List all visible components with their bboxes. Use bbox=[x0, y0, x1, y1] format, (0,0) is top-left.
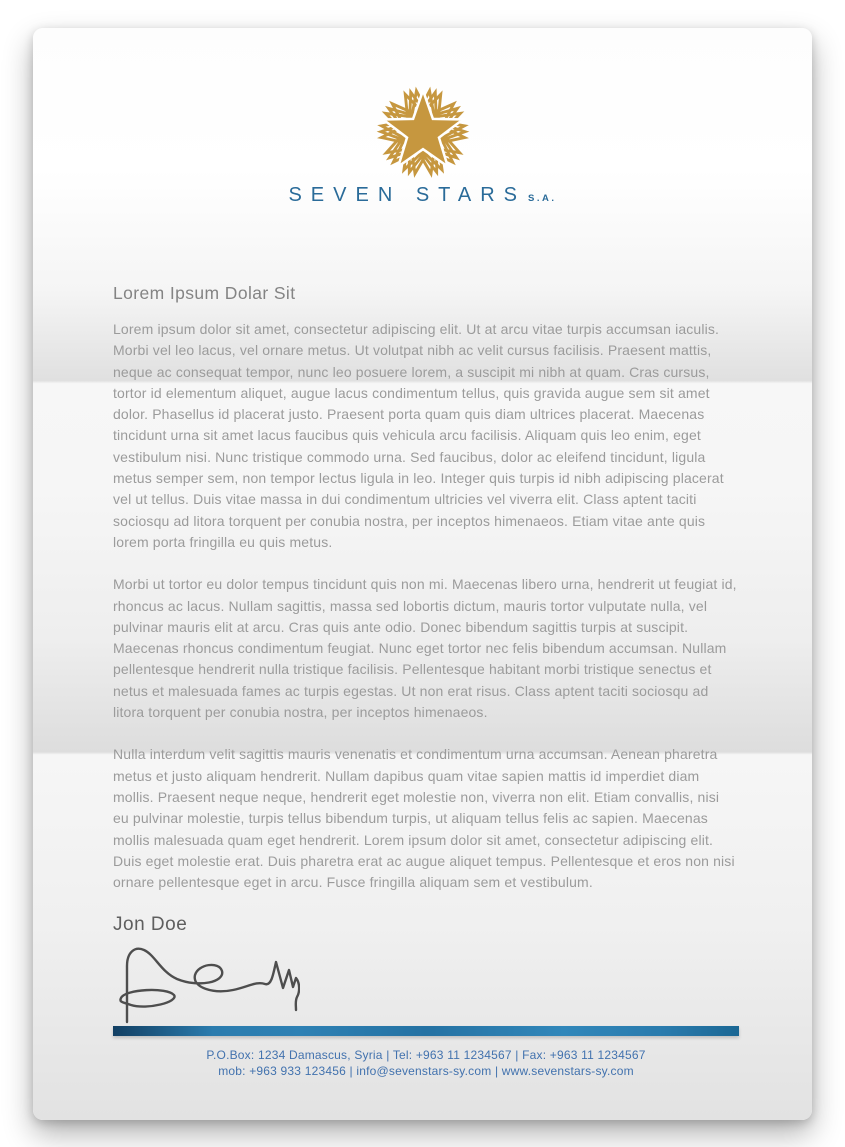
seven-stars-logo-icon bbox=[360, 82, 486, 182]
footer-contact-line-2: mob: +963 933 123456 | info@sevenstars-sy.com | www.sevenstars-sy.com bbox=[218, 1064, 634, 1078]
letter-sheet bbox=[33, 28, 812, 1120]
footer-contact-line-1: P.O.Box: 1234 Damascus, Syria | Tel: +963 11 1234567 | Fax: +963 11 1234567 bbox=[206, 1048, 646, 1062]
letter-paragraph-2: Morbi ut tortor eu dolor tempus tincidunt quis non mi. Maecenas libero urna, hendrerit ut feugiat id, rhoncus ac lacus. Nullam sagittis, massa sed lobortis dictum, mauris tortor vulputate nulla, vel pulvinar mauris elit at arcu. Cras quis ante odio. Donec bibendum sagittis turpis at suscipit. Maecenas rhoncus condimentum feugiat. Nunc eget tortor nec felis bibendum accumsan. Nullam pellentesque hendrerit nulla tristique facilisis. Pellentesque habitant morbi tristique senectus et netus et malesuada fames ac turpis egestas. Ut non erat risus. Class aptent taciti sociosqu ad litora torquent per conubia nostra, per inceptos himenaeos. bbox=[113, 576, 737, 721]
signature-icon bbox=[115, 942, 300, 1030]
logo bbox=[33, 82, 812, 207]
company-name: SEVEN STARS bbox=[288, 184, 527, 206]
letter-paragraph-3: Nulla interdum velit sagittis mauris venenatis et condimentum urna accumsan. Aenean pharetra metus et justo aliquam hendrerit. Nullam dapibus quam vitae sapien mattis id imperdiet diam mollis. Praesent neque neque, hendrerit eget molestie non, viverra non elit. Etiam convallis, nisi eu pulvinar molestie, turpis tellus bibendum turpis, ut aliquam tellus felis ac sapien. Maecenas mollis malesuada quam eget hendrerit. Lorem ipsum dolor sit amet, consectetur adipiscing elit. Duis eget molestie erat. Duis pharetra erat ac augue aliquet tempus. Pellentesque et eros non nisi ornare pellentesque eget in arcu. Fusce fringilla aliquam sem et vestibulum. bbox=[113, 746, 735, 891]
footer bbox=[113, 1026, 739, 1079]
brand-name-line bbox=[33, 184, 812, 207]
letter-body bbox=[113, 283, 739, 1030]
footer-accent-bar bbox=[113, 1026, 739, 1036]
letter-paragraph-1: Lorem ipsum dolor sit amet, consectetur adipiscing elit. Ut at arcu vitae turpis accumsan iaculis. Morbi vel leo lacus, vel ornare metus. Ut volutpat nibh ac velit cursus facilisis. Praesent mattis, neque ac consequat tempor, nunc leo posuere lorem, a suscipit mi nibh at quam. Cras cursus, tortor id elementum aliquet, augue lacus condimentum tellus, quis gravida augue sem sit amet dolor. Phasellus id placerat justo. Praesent porta quam quis diam ultrices placerat. Maecenas tincidunt urna sit amet lacus faucibus quis vehicula arcu facilisis. Aliquam quis leo enim, eget vestibulum nisi. Nunc tristique commodo urna. Sed faucibus, dolor ac eleifend tincidunt, ligula metus semper sem, non tempor lectus ligula in leo. Integer quis turpis id nibh adipiscing placerat vel ut tellus. Duis vitae massa in dui condimentum ultricies vel viverra elit. Class aptent taciti sociosqu ad litora torquent per conubia nostra, per inceptos himenaeos. Etiam vitae ante quis lorem porta fringilla eu quis metus. bbox=[113, 321, 724, 550]
letter-heading: Lorem Ipsum Dolar Sit bbox=[113, 283, 296, 303]
company-suffix: S.A. bbox=[528, 193, 557, 204]
signer-name: Jon Doe bbox=[113, 914, 188, 936]
